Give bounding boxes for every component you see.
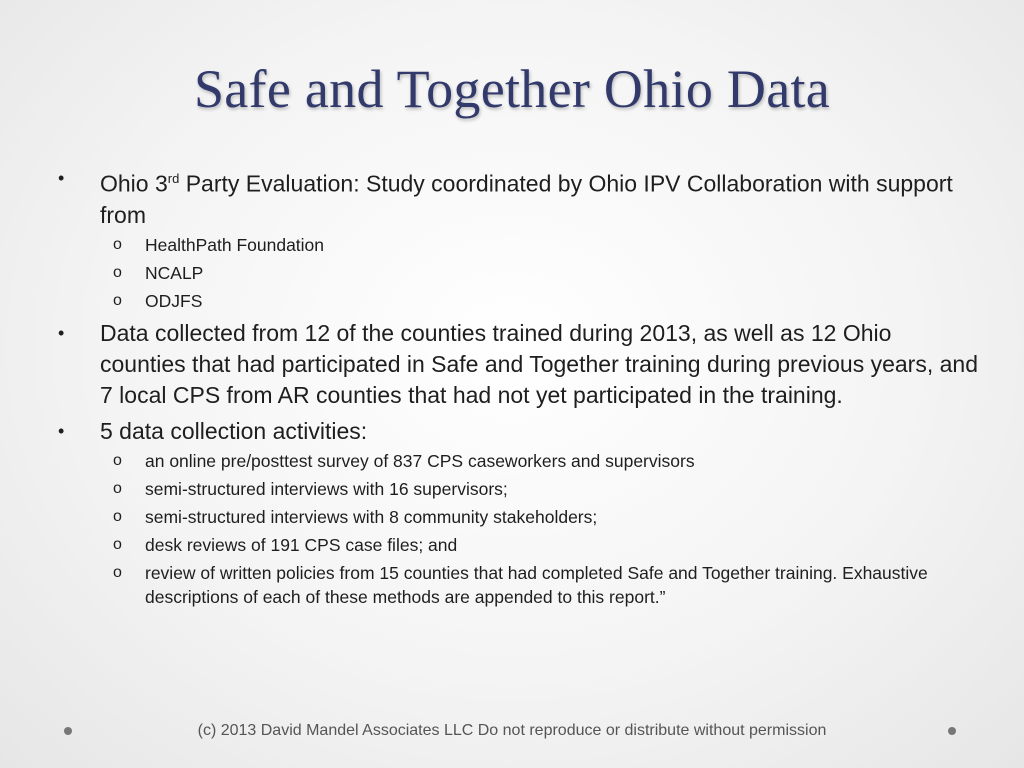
sub-bullet-text: semi-structured interviews with 16 supervisors; [145, 478, 508, 499]
bullet-text: 5 data collection activities: [100, 417, 368, 444]
slide-title: Safe and Together Ohio Data [193, 59, 831, 119]
slide-content [58, 158, 978, 613]
sub-bullet-icon: o [113, 291, 122, 309]
sub-bullet-icon: o [113, 507, 122, 525]
sub-bullet-text: HealthPath Foundation [145, 234, 325, 255]
bullet-text-pre: Ohio 3 [100, 170, 168, 197]
sub-bullet-text: semi-structured interviews with 8 community stakeholders; [145, 506, 598, 527]
sub-bullet-icon: o [113, 263, 122, 281]
bullet-text: Data collected from 12 of the counties trained during 2013, as well as 12 Ohio counties that had participated in Safe and Together training during previous years, and 7 local CPS from AR counties that had not yet participated in the training. [100, 319, 978, 408]
sub-bullet-icon: o [113, 479, 122, 497]
sub-bullet-icon: o [113, 535, 122, 553]
sub-bullet-item [58, 261, 978, 285]
sub-bullet-text: NCALP [145, 262, 204, 283]
bullet-text-post: Party Evaluation: Study coordinated by Ohio IPV Collaboration with support from [100, 170, 953, 228]
sub-bullet-icon: o [113, 235, 122, 253]
bullet-icon: • [58, 420, 65, 441]
sub-bullet-item [58, 289, 978, 313]
bullet-item [58, 163, 978, 231]
slide-footer: (c) 2013 David Mandel Associates LLC Do not reproduce or distribute without permission [197, 722, 827, 739]
sub-bullet-text: review of written policies from 15 counties that had completed Safe and Together training. Exhaustive descriptions of each of these methods are appended to this report.” [145, 562, 928, 607]
sub-bullet-text: desk reviews of 191 CPS case files; and [145, 534, 458, 555]
bullet-text-superscript: rd [167, 171, 180, 186]
sub-bullet-item [58, 449, 978, 473]
sub-bullet-item [58, 505, 978, 529]
bullet-item [58, 416, 978, 447]
sub-bullet-icon: o [113, 451, 122, 469]
sub-bullet-list [58, 233, 978, 313]
sub-bullet-item [58, 533, 978, 557]
sub-bullet-text: an online pre/posttest survey of 837 CPS caseworkers and supervisors [145, 450, 695, 471]
footer-dot-icon [948, 727, 956, 735]
sub-bullet-icon: o [113, 563, 122, 581]
bullet-item [58, 318, 978, 411]
sub-bullet-item [58, 477, 978, 501]
sub-bullet-item [58, 233, 978, 257]
bullet-icon: • [58, 168, 65, 188]
sub-bullet-list [58, 449, 978, 609]
bullet-icon: • [58, 322, 65, 343]
sub-bullet-text: ODJFS [145, 290, 203, 311]
sub-bullet-item [58, 561, 978, 609]
